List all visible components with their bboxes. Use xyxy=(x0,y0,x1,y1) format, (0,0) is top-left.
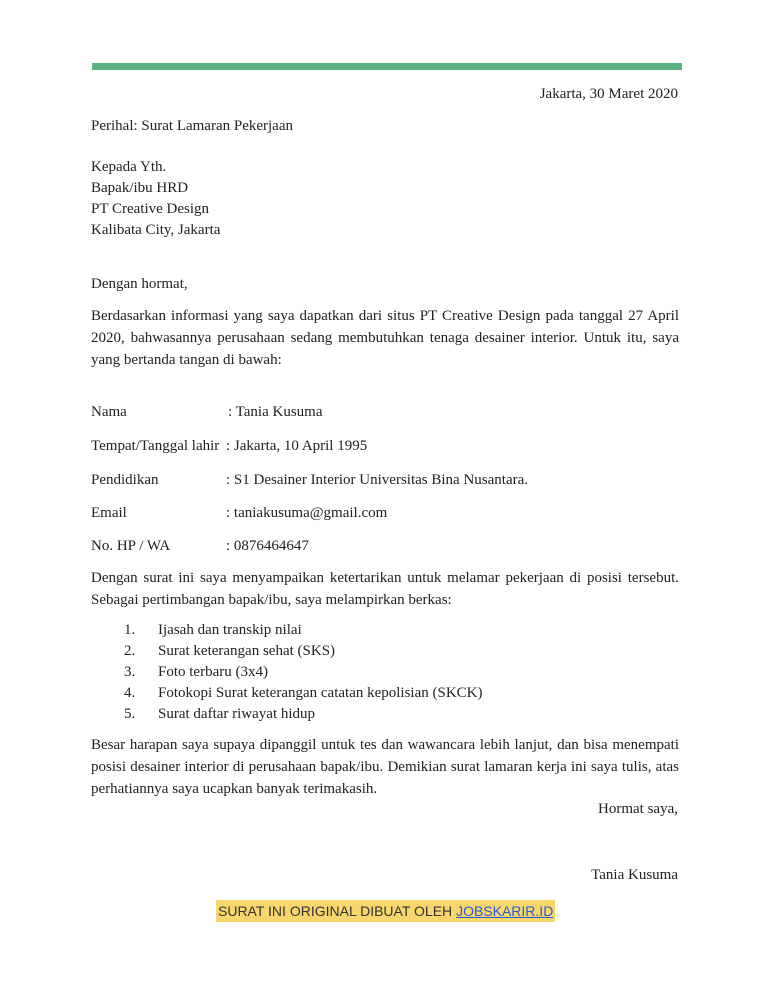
list-number: 5. xyxy=(124,706,136,722)
field-row-phone xyxy=(91,536,309,556)
field-label: Nama xyxy=(91,404,127,420)
footer-link[interactable]: JOBSKARIR.ID xyxy=(456,903,554,919)
top-accent-bar xyxy=(92,63,682,70)
field-row-name xyxy=(91,402,323,422)
field-row-education xyxy=(91,470,528,490)
letter-subject: Perihal: Surat Lamaran Pekerjaan xyxy=(91,118,294,134)
field-value: : Jakarta, 10 April 1995 xyxy=(226,438,368,454)
recipient-line-2: Bapak/ibu HRD xyxy=(91,180,189,196)
closing-paragraph: Besar harapan saya supaya dipanggil untuk tes dan wawancara lebih lanjut, dan bisa menempati posisi desainer interior di perusahaan bapak/ibu. Demikian surat lamaran kerja ini saya tulis, atas perhatiannya saya ucapkan banyak terimakasih. xyxy=(91,737,679,797)
field-row-birth xyxy=(91,436,368,456)
list-item xyxy=(124,662,483,683)
field-row-email xyxy=(91,503,388,523)
field-label: Pendidikan xyxy=(91,472,159,488)
attachment-list xyxy=(124,620,483,725)
list-text: Surat daftar riwayat hidup xyxy=(158,706,316,722)
recipient-line-3: PT Creative Design xyxy=(91,201,210,217)
list-item xyxy=(124,620,483,641)
field-value: : taniakusuma@gmail.com xyxy=(226,505,388,521)
list-number: 1. xyxy=(124,622,136,638)
interest-paragraph: Dengan surat ini saya menyampaikan ketertarikan untuk melamar pekerjaan di posisi tersebut. Sebagai pertimbangan bapak/ibu, saya melampirkan berkas: xyxy=(91,570,679,608)
recipient-line-4: Kalibata City, Jakarta xyxy=(91,222,221,238)
field-label: Email xyxy=(91,505,127,521)
list-text: Fotokopi Surat keterangan catatan kepolisian (SKCK) xyxy=(158,685,483,701)
signature-name: Tania Kusuma xyxy=(591,867,678,883)
recipient-line-1: Kepada Yth. xyxy=(91,159,167,175)
field-value: : 0876464647 xyxy=(226,538,309,554)
list-item xyxy=(124,683,483,704)
intro-paragraph: Berdasarkan informasi yang saya dapatkan dari situs PT Creative Design pada tanggal 27 April 2020, bahwasannya perusahaan sedang membutuhkan tenaga desainer interior. Untuk itu, saya yang bertanda tangan di bawah: xyxy=(91,308,679,368)
recipient-block xyxy=(91,157,220,241)
greeting: Dengan hormat, xyxy=(91,276,188,292)
footer-text: SURAT INI ORIGINAL DIBUAT OLEH xyxy=(218,903,457,919)
field-label: No. HP / WA xyxy=(91,538,171,554)
list-item xyxy=(124,641,483,662)
field-label: Tempat/Tanggal lahir xyxy=(91,438,220,454)
list-number: 2. xyxy=(124,643,136,659)
list-number: 4. xyxy=(124,685,136,701)
field-value: : S1 Desainer Interior Universitas Bina Nusantara. xyxy=(226,472,528,488)
list-number: 3. xyxy=(124,664,136,680)
footer-banner xyxy=(216,900,555,922)
regards: Hormat saya, xyxy=(598,801,678,817)
list-text: Surat keterangan sehat (SKS) xyxy=(158,643,336,659)
letter-date: Jakarta, 30 Maret 2020 xyxy=(539,86,678,102)
list-text: Ijasah dan transkip nilai xyxy=(158,622,302,638)
list-text: Foto terbaru (3x4) xyxy=(158,664,268,680)
list-item xyxy=(124,704,483,725)
field-value: : Tania Kusuma xyxy=(228,404,323,420)
